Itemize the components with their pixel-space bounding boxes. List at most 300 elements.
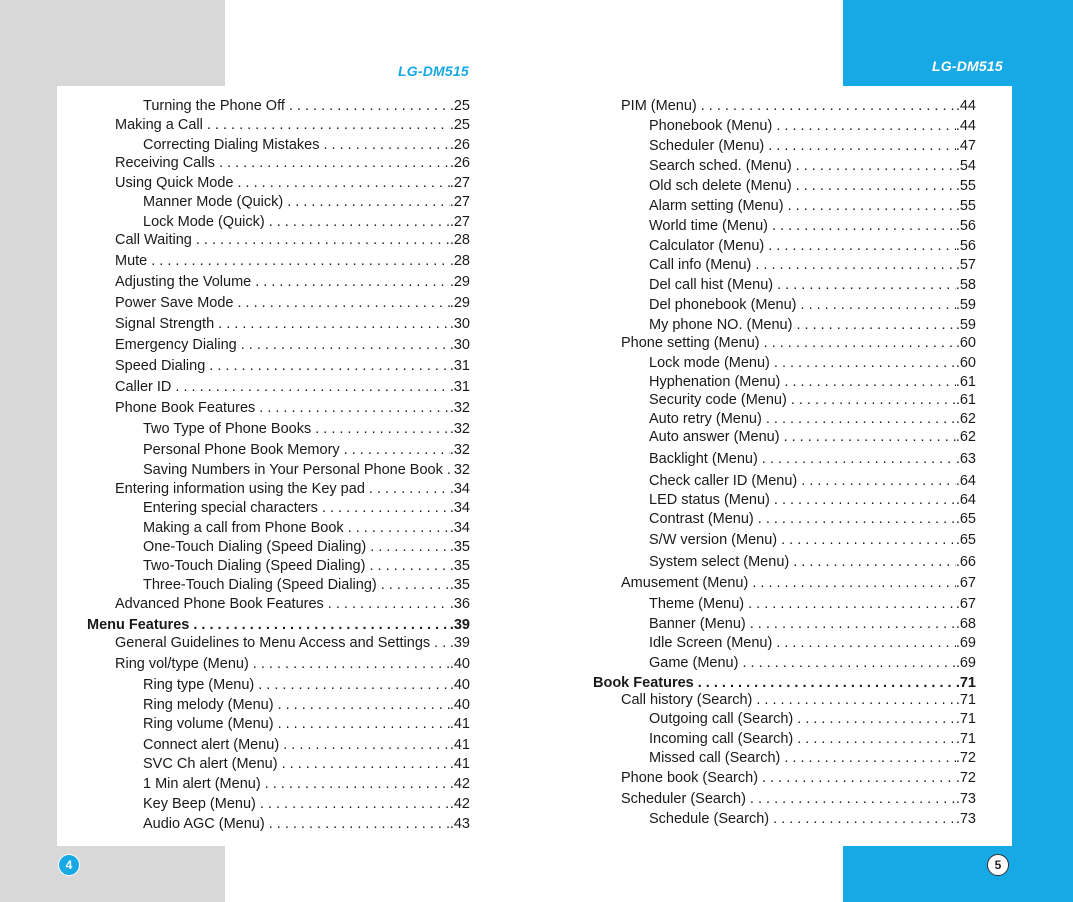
toc-entry (649, 491, 976, 509)
toc-dot-leader (792, 157, 956, 175)
toc-entry-page: .68 (955, 616, 976, 632)
toc-dot-leader (324, 595, 450, 613)
toc-dot-leader (237, 336, 450, 354)
toc-entry-page: .42 (449, 776, 470, 792)
toc-entry (649, 117, 976, 135)
toc-entry (649, 510, 976, 528)
toc-entry (649, 410, 976, 428)
toc-entry (649, 316, 976, 334)
toc-entry-page: .65 (955, 511, 976, 527)
toc-dot-leader (792, 177, 956, 195)
toc-dot-leader (764, 137, 956, 155)
toc-entry (143, 97, 470, 115)
toc-dot-leader (697, 97, 956, 115)
toc-entry (87, 616, 470, 634)
toc-dot-leader (748, 574, 956, 592)
toc-entry (115, 174, 470, 192)
toc-entry-title: Manner Mode (Quick) (143, 194, 284, 210)
toc-entry-page: .55 (955, 198, 976, 214)
toc-entry-page: .35 (449, 539, 470, 555)
toc-entry-title: Schedule (Search) (649, 811, 770, 827)
toc-entry-title: Check caller ID (Menu) (649, 473, 798, 489)
toc-entry (621, 691, 976, 709)
toc-dot-leader (772, 117, 956, 135)
toc-entry-title: Making a call from Phone Book (143, 520, 344, 536)
toc-entry-page: .26 (449, 155, 470, 171)
toc-entry-title: Call Waiting (115, 232, 192, 248)
toc-entry (143, 499, 470, 517)
toc-entry-page: .60 (955, 355, 976, 371)
toc-entry-title: Lock Mode (Quick) (143, 214, 265, 230)
toc-entry-page: .35 (449, 577, 470, 593)
toc-entry (621, 790, 976, 808)
toc-entry (621, 574, 976, 592)
toc-entry (143, 736, 470, 754)
toc-entry-page: .28 (449, 232, 470, 248)
toc-entry (649, 256, 976, 274)
toc-entry (621, 769, 976, 787)
toc-entry-page: .40 (449, 697, 470, 713)
toc-dot-leader (274, 696, 450, 714)
toc-entry-page: .25 (449, 117, 470, 133)
toc-entry-page: .40 (449, 656, 470, 672)
toc-dot-leader (283, 193, 450, 211)
toc-entry-title: Call info (Menu) (649, 257, 752, 273)
toc-dot-leader (694, 674, 956, 692)
toc-entry-page: 32 (453, 462, 470, 478)
toc-entry-title: Entering special characters (143, 500, 318, 516)
toc-dot-leader (770, 491, 956, 509)
toc-entry-title: Ring vol/type (Menu) (115, 656, 249, 672)
toc-entry-page: .56 (955, 218, 976, 234)
toc-entry-title: SVC Ch alert (Menu) (143, 756, 278, 772)
toc-entry-title: PIM (Menu) (621, 98, 697, 114)
toc-entry-page: .32 (449, 442, 470, 458)
toc-entry-title: Connect alert (Menu) (143, 737, 280, 753)
toc-entry-page: .47 (955, 138, 976, 154)
toc-dot-leader (777, 531, 956, 549)
toc-entry-title: Two Type of Phone Books (143, 421, 312, 437)
toc-entry-title: Making a Call (115, 117, 203, 133)
toc-dot-leader (215, 154, 450, 172)
toc-entry-title: Security code (Menu) (649, 392, 787, 408)
toc-dot-leader (365, 480, 450, 498)
toc-entry-title: Caller ID (115, 379, 172, 395)
toc-dot-leader (279, 736, 450, 754)
toc-entry-page: .39 (449, 635, 470, 651)
toc-entry-title: My phone NO. (Menu) (649, 317, 793, 333)
toc-entry-page: .63 (955, 451, 976, 467)
toc-entry (649, 237, 976, 255)
toc-entry-title: Receiving Calls (115, 155, 215, 171)
toc-entry-page: .59 (955, 317, 976, 333)
toc-entry (115, 252, 470, 270)
toc-entry-page: .60 (955, 335, 976, 351)
toc-entry-title: Game (Menu) (649, 655, 739, 671)
toc-entry-page: .35 (449, 558, 470, 574)
toc-entry-page: .32 (449, 400, 470, 416)
toc-dot-leader (780, 749, 955, 767)
toc-dot-leader (793, 730, 956, 748)
toc-entry (649, 391, 976, 409)
toc-entry (649, 373, 976, 391)
toc-entry (593, 674, 976, 692)
toc-entry (143, 557, 470, 575)
toc-dot-leader (203, 116, 450, 134)
toc-entry-title: Old sch delete (Menu) (649, 178, 792, 194)
toc-entry-title: Key Beep (Menu) (143, 796, 256, 812)
toc-dot-leader (746, 790, 956, 808)
toc-entry-title: Ring melody (Menu) (143, 697, 274, 713)
toc-entry (649, 472, 976, 490)
toc-dot-leader (443, 461, 454, 479)
toc-entry-title: Outgoing call (Search) (649, 711, 794, 727)
toc-entry-title: Signal Strength (115, 316, 215, 332)
toc-entry (143, 795, 470, 813)
toc-dot-leader (768, 217, 956, 235)
toc-entry-title: Personal Phone Book Memory (143, 442, 340, 458)
toc-entry-title: One-Touch Dialing (Speed Dialing) (143, 539, 367, 555)
toc-entry-page: .71 (955, 711, 976, 727)
toc-entry-title: Three-Touch Dialing (Speed Dialing) (143, 577, 377, 593)
toc-entry-title: Incoming call (Search) (649, 731, 794, 747)
toc-entry-page: .67 (955, 575, 976, 591)
toc-entry-page: .34 (449, 481, 470, 497)
toc-dot-leader (744, 595, 956, 613)
toc-entry-page: .72 (955, 750, 976, 766)
toc-entry (649, 710, 976, 728)
toc-dot-leader (274, 715, 450, 733)
toc-entry (649, 553, 976, 571)
toc-entry-page: .72 (955, 770, 976, 786)
toc-entry-title: Speed Dialing (115, 358, 206, 374)
toc-entry-title: Search sched. (Menu) (649, 158, 792, 174)
toc-dot-leader (344, 519, 450, 537)
toc-entry-page: .71 (955, 692, 976, 708)
toc-dot-leader (758, 450, 956, 468)
toc-entry (143, 755, 470, 773)
toc-entry (115, 655, 470, 673)
toc-entry-page: .30 (449, 337, 470, 353)
toc-entry (143, 461, 470, 479)
toc-entry-page: .55 (955, 178, 976, 194)
toc-entry (143, 576, 470, 594)
toc-right-column (560, 86, 1012, 846)
toc-entry (649, 730, 976, 748)
toc-entry (649, 615, 976, 633)
toc-entry (649, 177, 976, 195)
toc-entry (143, 715, 470, 733)
toc-entry-page: .41 (449, 716, 470, 732)
toc-entry-title: Del phonebook (Menu) (649, 297, 797, 313)
toc-dot-leader (772, 634, 956, 652)
toc-entry-page: .29 (449, 295, 470, 311)
toc-entry-page: .39 (449, 617, 470, 633)
toc-entry-title: Emergency Dialing (115, 337, 237, 353)
toc-dot-leader (255, 399, 450, 417)
brand-header-left: LG-DM515 (398, 63, 469, 79)
toc-dot-leader (377, 576, 450, 594)
toc-entry-title: Ring type (Menu) (143, 677, 255, 693)
toc-entry (143, 696, 470, 714)
toc-entry-page: .43 (449, 816, 470, 832)
toc-entry-title: 1 Min alert (Menu) (143, 776, 261, 792)
toc-entry (143, 136, 470, 154)
toc-entry (143, 538, 470, 556)
toc-entry-title: Auto answer (Menu) (649, 429, 780, 445)
toc-entry-title: Hyphenation (Menu) (649, 374, 781, 390)
toc-dot-leader (340, 441, 450, 459)
toc-entry-page: .64 (955, 473, 976, 489)
toc-entry-page: .69 (955, 635, 976, 651)
toc-entry (649, 197, 976, 215)
toc-entry (649, 654, 976, 672)
page-number-right: 5 (987, 854, 1009, 876)
toc-entry-page: .32 (449, 421, 470, 437)
toc-entry-title: Idle Screen (Menu) (649, 635, 773, 651)
toc-dot-leader (265, 815, 450, 833)
toc-entry-page: .29 (449, 274, 470, 290)
toc-entry-page: .54 (955, 158, 976, 174)
toc-entry-page: .73 (955, 791, 976, 807)
toc-dot-leader (278, 755, 450, 773)
toc-entry-page: .27 (449, 194, 470, 210)
toc-entry-title: System select (Menu) (649, 554, 790, 570)
toc-dot-leader (787, 391, 956, 409)
toc-entry-title: Correcting Dialing Mistakes (143, 137, 320, 153)
toc-entry (649, 276, 976, 294)
toc-entry (115, 154, 470, 172)
toc-entry-title: Power Save Mode (115, 295, 234, 311)
toc-entry-page: .31 (449, 379, 470, 395)
toc-entry-title: Phone Book Features (115, 400, 256, 416)
toc-entry-page: .65 (955, 532, 976, 548)
toc-entry (649, 137, 976, 155)
toc-entry-page: .62 (955, 411, 976, 427)
toc-entry-page: .73 (955, 811, 976, 827)
toc-entry (649, 749, 976, 767)
toc-entry-page: .25 (449, 98, 470, 114)
toc-right-page (560, 86, 1012, 846)
toc-entry-title: Banner (Menu) (649, 616, 746, 632)
toc-entry (649, 634, 976, 652)
toc-entry-page: .66 (955, 554, 976, 570)
toc-entry (143, 815, 470, 833)
toc-entry-page: .28 (449, 253, 470, 269)
toc-entry (649, 217, 976, 235)
toc-entry-title: Calculator (Menu) (649, 238, 765, 254)
toc-entry-page: .61 (955, 374, 976, 390)
toc-dot-leader (365, 557, 449, 575)
toc-dot-leader (249, 655, 450, 673)
toc-left-page (57, 86, 500, 846)
toc-entry-title: Auto retry (Menu) (649, 411, 762, 427)
toc-dot-leader (770, 354, 956, 372)
toc-dot-leader (319, 136, 449, 154)
toc-dot-leader (751, 256, 955, 274)
toc-entry-title: Saving Numbers in Your Personal Phone Book (143, 462, 443, 478)
toc-dot-leader (752, 691, 955, 709)
toc-entry (115, 480, 470, 498)
toc-entry-page: .40 (449, 677, 470, 693)
toc-entry-title: Entering information using the Key pad (115, 481, 365, 497)
toc-entry (115, 336, 470, 354)
toc-dot-leader (792, 316, 955, 334)
toc-dot-leader (746, 615, 956, 633)
toc-entry-title: Del call hist (Menu) (649, 277, 774, 293)
toc-entry (115, 634, 470, 652)
toc-entry-title: Phone setting (Menu) (621, 335, 760, 351)
toc-entry (115, 357, 470, 375)
toc-entry (115, 116, 470, 134)
toc-entry (649, 157, 976, 175)
toc-entry-title: Phone book (Search) (621, 770, 759, 786)
toc-entry-page: .27 (449, 175, 470, 191)
toc-entry (649, 595, 976, 613)
toc-entry (143, 441, 470, 459)
toc-dot-leader (251, 273, 450, 291)
toc-entry (649, 354, 976, 372)
toc-entry-page: .44 (955, 98, 976, 114)
toc-dot-leader (780, 373, 955, 391)
toc-entry-title: Lock mode (Menu) (649, 355, 770, 371)
toc-dot-leader (311, 420, 450, 438)
toc-entry (649, 428, 976, 446)
toc-entry-title: World time (Menu) (649, 218, 768, 234)
toc-entry-page: .36 (449, 596, 470, 612)
toc-entry (143, 775, 470, 793)
toc-dot-leader (171, 378, 449, 396)
toc-entry-page: .61 (955, 392, 976, 408)
toc-entry (143, 193, 470, 211)
toc-dot-leader (780, 428, 956, 446)
toc-dot-leader (366, 538, 450, 556)
toc-entry (649, 531, 976, 549)
toc-dot-leader (793, 710, 956, 728)
toc-entry-page: .42 (449, 796, 470, 812)
page-number-left: 4 (58, 854, 80, 876)
toc-dot-leader (789, 553, 956, 571)
toc-entry-page: .31 (449, 358, 470, 374)
toc-entry-page: .44 (955, 118, 976, 134)
toc-entry-page: .67 (955, 596, 976, 612)
toc-dot-leader (147, 252, 450, 270)
toc-entry-page: .59 (955, 297, 976, 313)
toc-dot-leader (797, 296, 956, 314)
toc-entry-page: .56 (955, 238, 976, 254)
toc-entry-page: .64 (955, 492, 976, 508)
toc-dot-leader (318, 499, 450, 517)
toc-dot-leader (189, 616, 449, 634)
toc-dot-leader (233, 294, 449, 312)
toc-entry (115, 273, 470, 291)
toc-dot-leader (256, 795, 450, 813)
toc-dot-leader (797, 472, 956, 490)
toc-entry-title: Turning the Phone Off (143, 98, 285, 114)
toc-entry-page: .69 (955, 655, 976, 671)
toc-dot-leader (784, 197, 956, 215)
toc-entry (143, 676, 470, 694)
toc-entry-title: Two-Touch Dialing (Speed Dialing) (143, 558, 366, 574)
toc-dot-leader (762, 410, 956, 428)
toc-dot-leader (265, 213, 450, 231)
toc-left-column (57, 86, 500, 846)
brand-header-right: LG-DM515 (932, 58, 1003, 74)
toc-entry-title: Scheduler (Search) (621, 791, 746, 807)
toc-dot-leader (738, 654, 955, 672)
toc-entry-page: .26 (449, 137, 470, 153)
toc-entry-title: S/W version (Menu) (649, 532, 778, 548)
toc-dot-leader (192, 231, 450, 249)
toc-entry-title: Backlight (Menu) (649, 451, 758, 467)
toc-entry-title: Mute (115, 253, 148, 269)
toc-dot-leader (758, 769, 956, 787)
toc-entry-page: .71 (955, 731, 976, 747)
toc-entry-page: .34 (449, 500, 470, 516)
toc-entry-title: Ring volume (Menu) (143, 716, 274, 732)
toc-entry-title: Phonebook (Menu) (649, 118, 773, 134)
toc-entry-title: Alarm setting (Menu) (649, 198, 784, 214)
toc-entry (115, 595, 470, 613)
toc-dot-leader (760, 334, 956, 352)
toc-entry (115, 315, 470, 333)
toc-entry-page: .58 (955, 277, 976, 293)
toc-dot-leader (214, 315, 450, 333)
toc-entry-title: Theme (Menu) (649, 596, 745, 612)
toc-entry (621, 334, 976, 352)
toc-dot-leader (261, 775, 450, 793)
toc-entry (143, 519, 470, 537)
toc-dot-leader (430, 634, 450, 652)
toc-entry (115, 231, 470, 249)
toc-entry-page: .41 (449, 737, 470, 753)
toc-entry (115, 378, 470, 396)
toc-entry (115, 399, 470, 417)
toc-entry-title: Adjusting the Volume (115, 274, 252, 290)
toc-entry-page: .27 (449, 214, 470, 230)
toc-entry (649, 296, 976, 314)
toc-entry-page: .62 (955, 429, 976, 445)
toc-entry-title: LED status (Menu) (649, 492, 770, 508)
toc-entry-title: Missed call (Search) (649, 750, 781, 766)
toc-entry (115, 294, 470, 312)
toc-dot-leader (764, 237, 956, 255)
toc-entry-title: Scheduler (Menu) (649, 138, 765, 154)
toc-entry (621, 97, 976, 115)
toc-entry-title: Audio AGC (Menu) (143, 816, 265, 832)
toc-entry-page: .57 (955, 257, 976, 273)
toc-entry (649, 810, 976, 828)
toc-entry (143, 213, 470, 231)
toc-dot-leader (285, 97, 450, 115)
toc-dot-leader (233, 174, 449, 192)
toc-entry-title: General Guidelines to Menu Access and Settings (115, 635, 431, 651)
toc-entry (143, 420, 470, 438)
toc-dot-leader (769, 810, 956, 828)
toc-dot-leader (254, 676, 450, 694)
toc-entry (649, 450, 976, 468)
toc-dot-leader (205, 357, 450, 375)
toc-entry-page: .30 (449, 316, 470, 332)
toc-entry-title: Book Features (593, 675, 694, 691)
toc-entry-title: Advanced Phone Book Features (115, 596, 324, 612)
toc-entry-title: Amusement (Menu) (621, 575, 749, 591)
toc-entry-title: Menu Features (87, 617, 190, 633)
toc-entry-page: .71 (955, 675, 976, 691)
toc-entry-title: Using Quick Mode (115, 175, 234, 191)
toc-entry-title: Contrast (Menu) (649, 511, 754, 527)
toc-entry-page: .41 (449, 756, 470, 772)
